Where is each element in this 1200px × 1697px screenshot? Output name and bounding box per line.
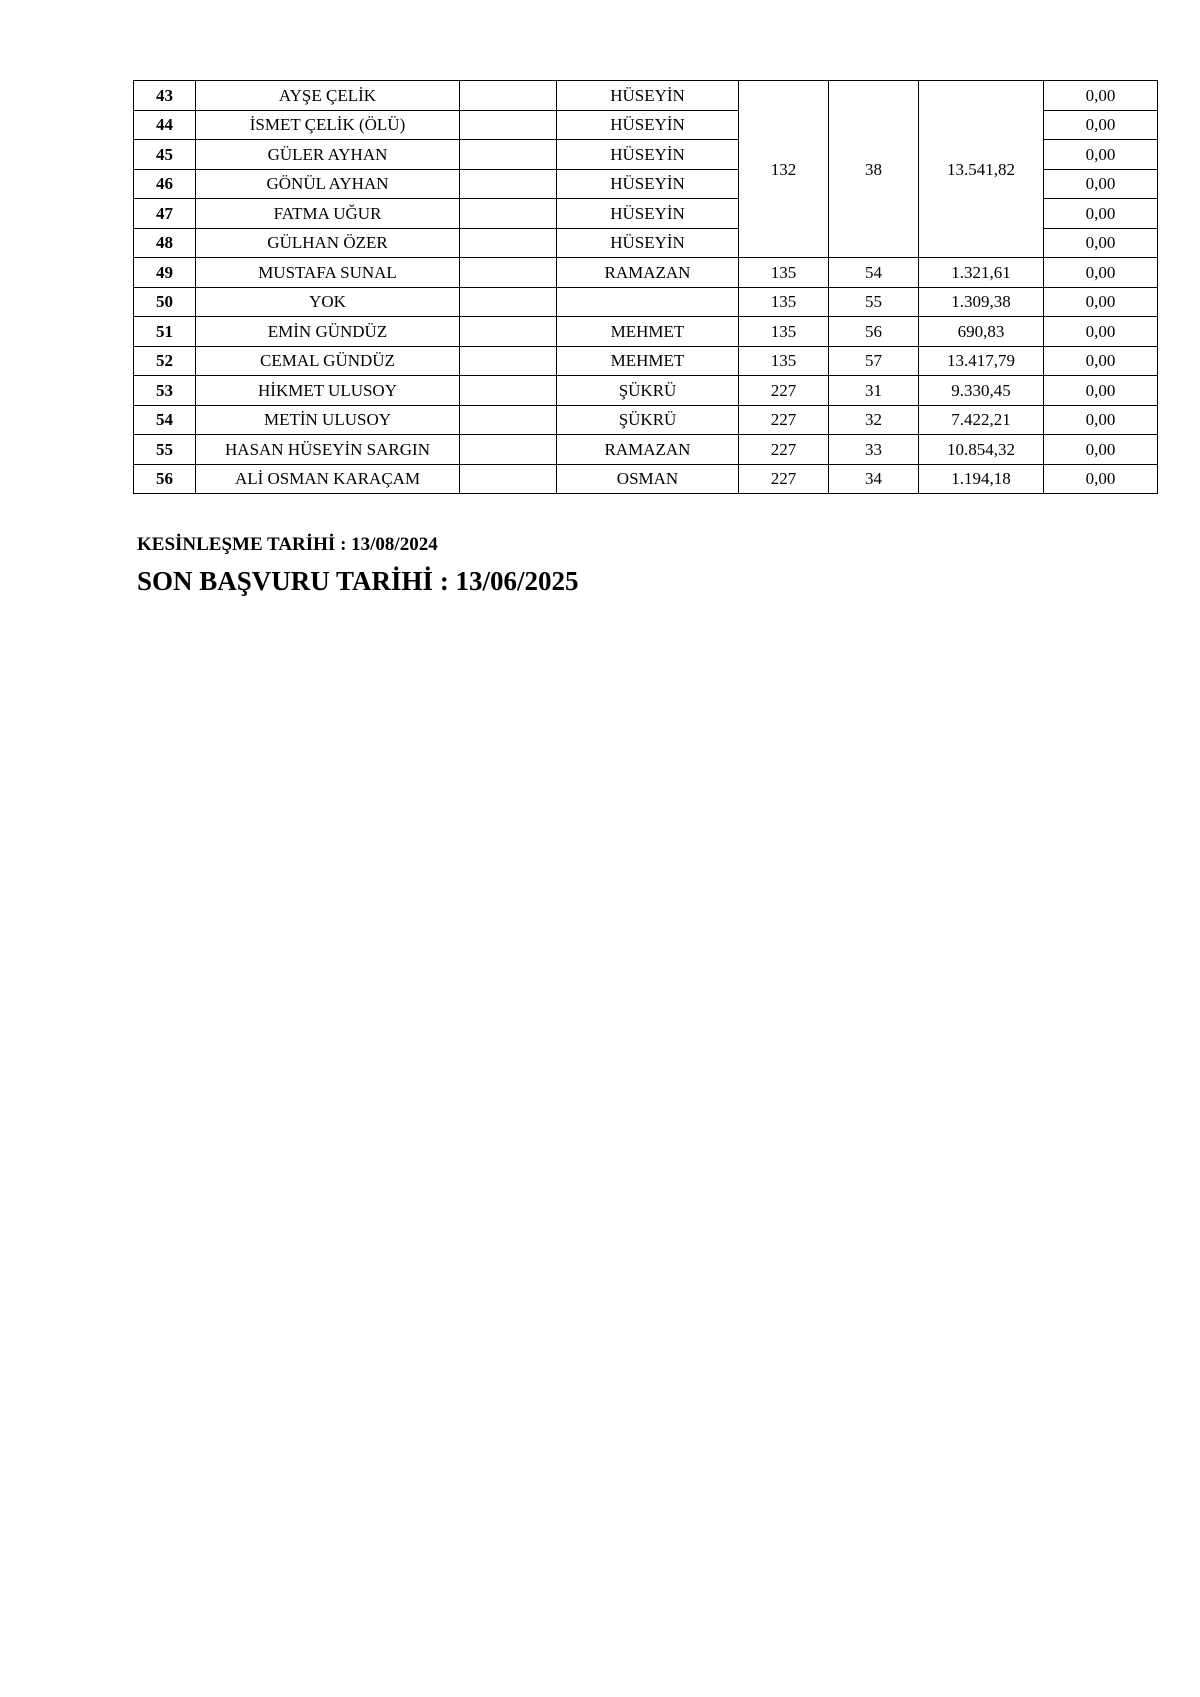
parcel-number: 34 — [829, 464, 919, 494]
person-name: EMİN GÜNDÜZ — [196, 317, 460, 347]
area-value: 13.417,79 — [919, 346, 1044, 376]
empty-cell — [460, 199, 557, 229]
father-name: RAMAZAN — [557, 258, 739, 288]
area-value: 7.422,21 — [919, 405, 1044, 435]
father-name: HÜSEYİN — [557, 169, 739, 199]
amount-value: 0,00 — [1044, 110, 1158, 140]
person-name: YOK — [196, 287, 460, 317]
person-name: GÖNÜL AYHAN — [196, 169, 460, 199]
row-number: 49 — [134, 258, 196, 288]
table-row — [134, 317, 1158, 347]
amount-value: 0,00 — [1044, 317, 1158, 347]
parcel-number: 32 — [829, 405, 919, 435]
empty-cell — [460, 228, 557, 258]
parcel-number: 38 — [829, 81, 919, 258]
row-number: 53 — [134, 376, 196, 406]
father-name: OSMAN — [557, 464, 739, 494]
row-number: 56 — [134, 464, 196, 494]
person-name: ALİ OSMAN KARAÇAM — [196, 464, 460, 494]
area-value: 9.330,45 — [919, 376, 1044, 406]
table-row — [134, 258, 1158, 288]
area-value: 13.541,82 — [919, 81, 1044, 258]
amount-value: 0,00 — [1044, 199, 1158, 229]
person-name: METİN ULUSOY — [196, 405, 460, 435]
area-value: 1.309,38 — [919, 287, 1044, 317]
person-name: CEMAL GÜNDÜZ — [196, 346, 460, 376]
father-name: MEHMET — [557, 317, 739, 347]
person-name: GÜLER AYHAN — [196, 140, 460, 170]
amount-value: 0,00 — [1044, 376, 1158, 406]
area-value: 1.321,61 — [919, 258, 1044, 288]
person-name: İSMET ÇELİK (ÖLÜ) — [196, 110, 460, 140]
block-number: 135 — [739, 287, 829, 317]
row-number: 43 — [134, 81, 196, 111]
block-number: 135 — [739, 346, 829, 376]
finalization-date: KESİNLEŞME TARİHİ : 13/08/2024 — [137, 534, 438, 555]
father-name: ŞÜKRÜ — [557, 376, 739, 406]
person-name: FATMA UĞUR — [196, 199, 460, 229]
person-name: MUSTAFA SUNAL — [196, 258, 460, 288]
amount-value: 0,00 — [1044, 287, 1158, 317]
empty-cell — [460, 405, 557, 435]
father-name: HÜSEYİN — [557, 110, 739, 140]
row-number: 44 — [134, 110, 196, 140]
amount-value: 0,00 — [1044, 435, 1158, 465]
father-name: MEHMET — [557, 346, 739, 376]
amount-value: 0,00 — [1044, 169, 1158, 199]
father-name: HÜSEYİN — [557, 228, 739, 258]
empty-cell — [460, 258, 557, 288]
table-row — [134, 287, 1158, 317]
amount-value: 0,00 — [1044, 346, 1158, 376]
parcel-number: 56 — [829, 317, 919, 347]
block-number: 135 — [739, 317, 829, 347]
empty-cell — [460, 287, 557, 317]
person-name: HASAN HÜSEYİN SARGIN — [196, 435, 460, 465]
empty-cell — [460, 435, 557, 465]
row-number: 51 — [134, 317, 196, 347]
table-row — [134, 435, 1158, 465]
empty-cell — [460, 140, 557, 170]
block-number: 227 — [739, 376, 829, 406]
row-number: 52 — [134, 346, 196, 376]
empty-cell — [460, 169, 557, 199]
father-name: HÜSEYİN — [557, 199, 739, 229]
empty-cell — [460, 317, 557, 347]
row-number: 45 — [134, 140, 196, 170]
empty-cell — [460, 346, 557, 376]
table-row — [134, 81, 1158, 111]
area-value: 690,83 — [919, 317, 1044, 347]
row-number: 55 — [134, 435, 196, 465]
amount-value: 0,00 — [1044, 405, 1158, 435]
beneficiary-table — [133, 80, 1158, 494]
table-row — [134, 376, 1158, 406]
empty-cell — [460, 376, 557, 406]
row-number: 46 — [134, 169, 196, 199]
empty-cell — [460, 81, 557, 111]
parcel-number: 33 — [829, 435, 919, 465]
father-name — [557, 287, 739, 317]
block-number: 227 — [739, 464, 829, 494]
father-name: HÜSEYİN — [557, 81, 739, 111]
parcel-number: 55 — [829, 287, 919, 317]
block-number: 135 — [739, 258, 829, 288]
amount-value: 0,00 — [1044, 81, 1158, 111]
block-number: 227 — [739, 405, 829, 435]
father-name: RAMAZAN — [557, 435, 739, 465]
table-row — [134, 346, 1158, 376]
table-row — [134, 405, 1158, 435]
person-name: HİKMET ULUSOY — [196, 376, 460, 406]
empty-cell — [460, 464, 557, 494]
application-deadline: SON BAŞVURU TARİHİ : 13/06/2025 — [137, 566, 579, 596]
person-name: AYŞE ÇELİK — [196, 81, 460, 111]
block-number: 132 — [739, 81, 829, 258]
row-number: 50 — [134, 287, 196, 317]
empty-cell — [460, 110, 557, 140]
row-number: 47 — [134, 199, 196, 229]
row-number: 48 — [134, 228, 196, 258]
parcel-number: 57 — [829, 346, 919, 376]
father-name: HÜSEYİN — [557, 140, 739, 170]
area-value: 10.854,32 — [919, 435, 1044, 465]
amount-value: 0,00 — [1044, 464, 1158, 494]
table-row — [134, 464, 1158, 494]
row-number: 54 — [134, 405, 196, 435]
area-value: 1.194,18 — [919, 464, 1044, 494]
father-name: ŞÜKRÜ — [557, 405, 739, 435]
parcel-number: 31 — [829, 376, 919, 406]
block-number: 227 — [739, 435, 829, 465]
parcel-number: 54 — [829, 258, 919, 288]
person-name: GÜLHAN ÖZER — [196, 228, 460, 258]
amount-value: 0,00 — [1044, 228, 1158, 258]
amount-value: 0,00 — [1044, 140, 1158, 170]
amount-value: 0,00 — [1044, 258, 1158, 288]
